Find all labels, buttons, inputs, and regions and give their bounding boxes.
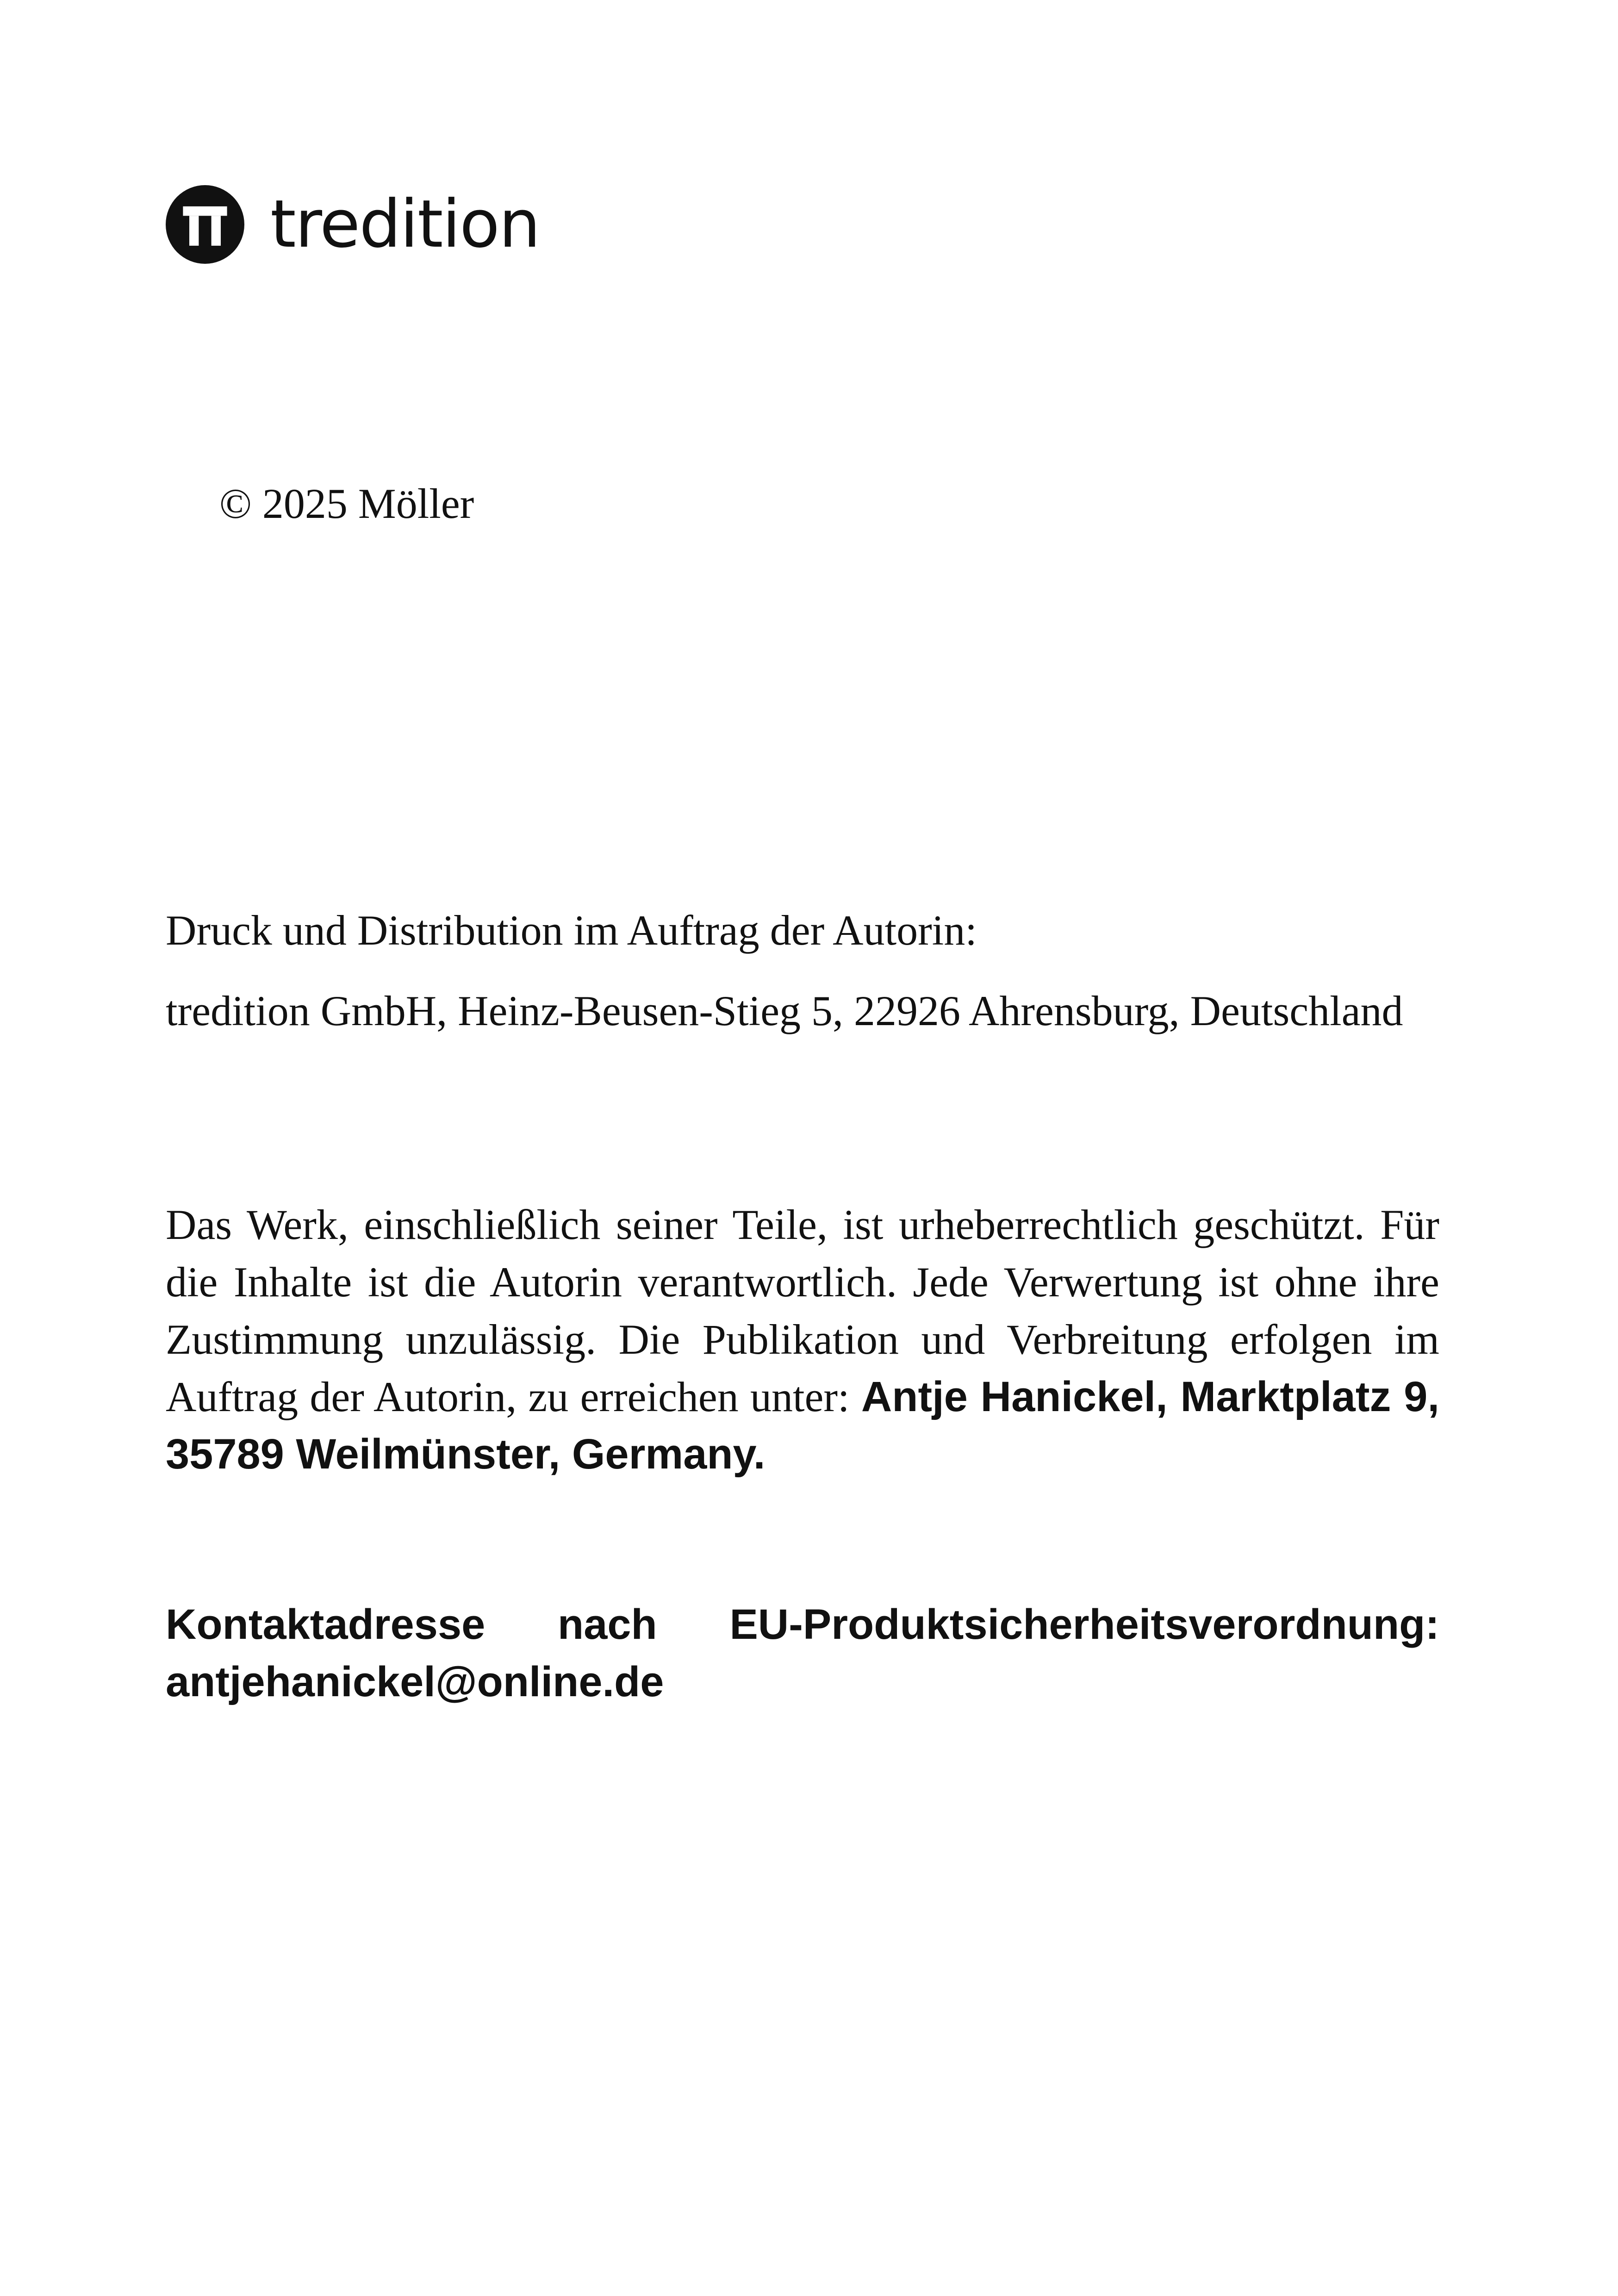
publisher-wordmark: tredition [270,186,540,262]
eu-contact-statement [166,1596,1439,1711]
eu-contact-label: Kontaktadresse nach EU-Produktsicherheitsverordnung: [166,1601,1439,1648]
copyright-statement-text: Das Werk, einschließlich seiner Teile, ist urheberrechtlich geschützt. Für die Inhalte ist die Autorin verantwortlich. Jede Verwertung ist ohne ihre Zustimmung unzulässig. Die Publikation und Verbreitung erfolgen im Auftrag der Autorin, zu erreichen unter: [166,1201,1439,1420]
contact-email: antjehanickel@online.de [166,1658,664,1705]
publisher-logo [166,185,540,264]
author-address: Antje Hanickel, Marktplatz 9, 35789 Weilmünster, Germany. [166,1373,1439,1478]
tredition-logo-icon [166,185,244,264]
publisher-address: tredition GmbH, Heinz-Beusen-Stieg 5, 22926 Ahrensburg, Deutschland [166,987,1403,1034]
print-distribution-label: Druck und Distribution im Auftrag der Autorin: [166,907,977,954]
copyright-notice: © 2025 Möller [219,480,474,527]
copyright-statement [166,1196,1439,1483]
